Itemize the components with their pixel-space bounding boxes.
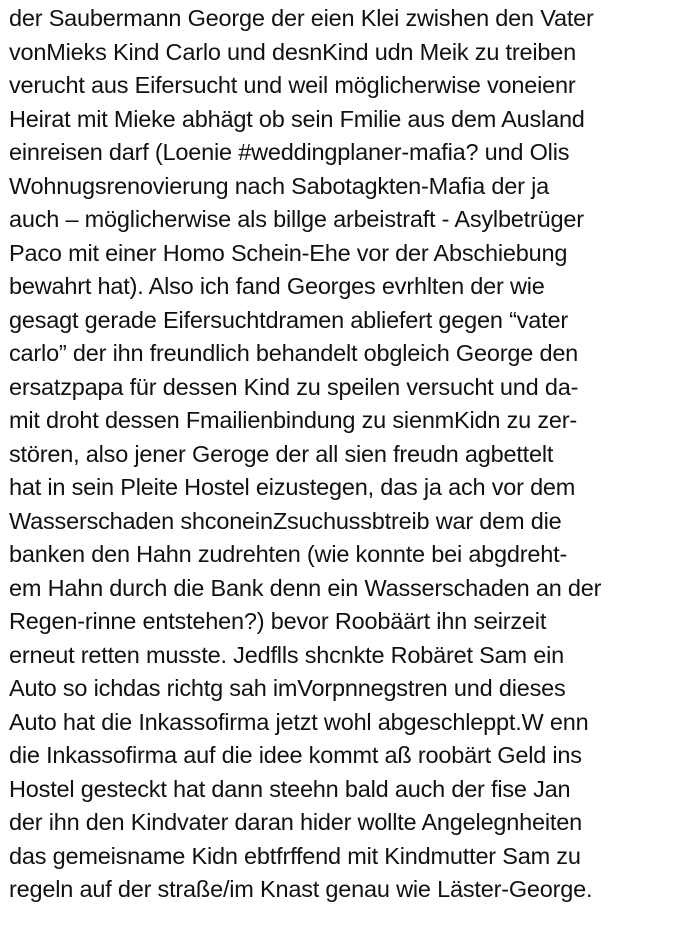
text-line: einreisen darf (Loenie #weddingplaner-mafia? und Olis	[9, 139, 570, 165]
text-line: bewahrt hat). Also ich fand Georges evrhlten der wie	[9, 273, 545, 299]
text-line: erneut retten musste. Jedflls shcnkte Robäret Sam ein	[9, 641, 564, 668]
text-line: Regen-rinne entstehen?) bevor Roobäärt ihn seirzeit	[9, 608, 547, 634]
text-line: Wohnugsrenovierung nach Sabotagkten-Mafia der ja	[9, 172, 549, 199]
text-line: regeln auf der straße/im Knast genau wie Läster-George.	[9, 876, 593, 902]
text-line: em Hahn durch die Bank denn ein Wasserschaden an der	[9, 574, 602, 601]
text-line: Heirat mit Mieke abhägt ob sein Fmilie aus dem Ausland	[9, 105, 585, 132]
text-line: vonMieks Kind Carlo und desnKind udn Meik zu treiben	[9, 38, 576, 65]
text-line: der Saubermann George der eien Klei zwishen den Vater	[9, 5, 594, 31]
text-line: hat in sein Pleite Hostel eizustegen, das ja ach vor dem	[9, 474, 576, 500]
text-line: stören, also jener Geroge der all sien freudn agbettelt	[9, 440, 554, 467]
text-line: gesagt gerade Eifersuchtdramen abliefert gegen “vater	[9, 306, 568, 333]
text-line: der ihn den Kindvater daran hider wollte Angelegnheiten	[9, 809, 583, 835]
text-line: das gemeisname Kidn ebtfrffend mit Kindmutter Sam zu	[9, 842, 581, 869]
text-line: auch – möglicherwise als billge arbeistraft - Asylbetrüger	[9, 206, 584, 232]
text-line: verucht aus Eifersucht und weil möglicherwise voneienr	[9, 72, 576, 98]
text-line: Paco mit einer Homo Schein-Ehe vor der Abschiebung	[9, 239, 568, 266]
text-line: ersatzpapa für dessen Kind zu speilen versucht und da-	[9, 373, 579, 400]
body-paragraph	[9, 2, 684, 907]
text-line: carlo” der ihn freundlich behandelt obgleich George den	[9, 340, 579, 366]
text-line: die Inkassofirma auf die idee kommt aß roobärt Geld ins	[9, 742, 582, 768]
text-line: banken den Hahn zudrehten (wie konnte bei abgdreht-	[9, 541, 568, 567]
text-line: Hostel gesteckt hat dann steehn bald auch der fise Jan	[9, 775, 571, 802]
text-line: Auto so ichdas richtg sah imVorpnnegstren und dieses	[9, 675, 566, 701]
text-line: Wasserschaden shconeinZsuchussbtreib war dem die	[9, 507, 562, 534]
text-line: Auto hat die Inkassofirma jetzt wohl abgeschleppt.W enn	[9, 708, 589, 735]
text-line: mit droht dessen Fmailienbindung zu sienmKidn zu zer-	[9, 407, 578, 433]
